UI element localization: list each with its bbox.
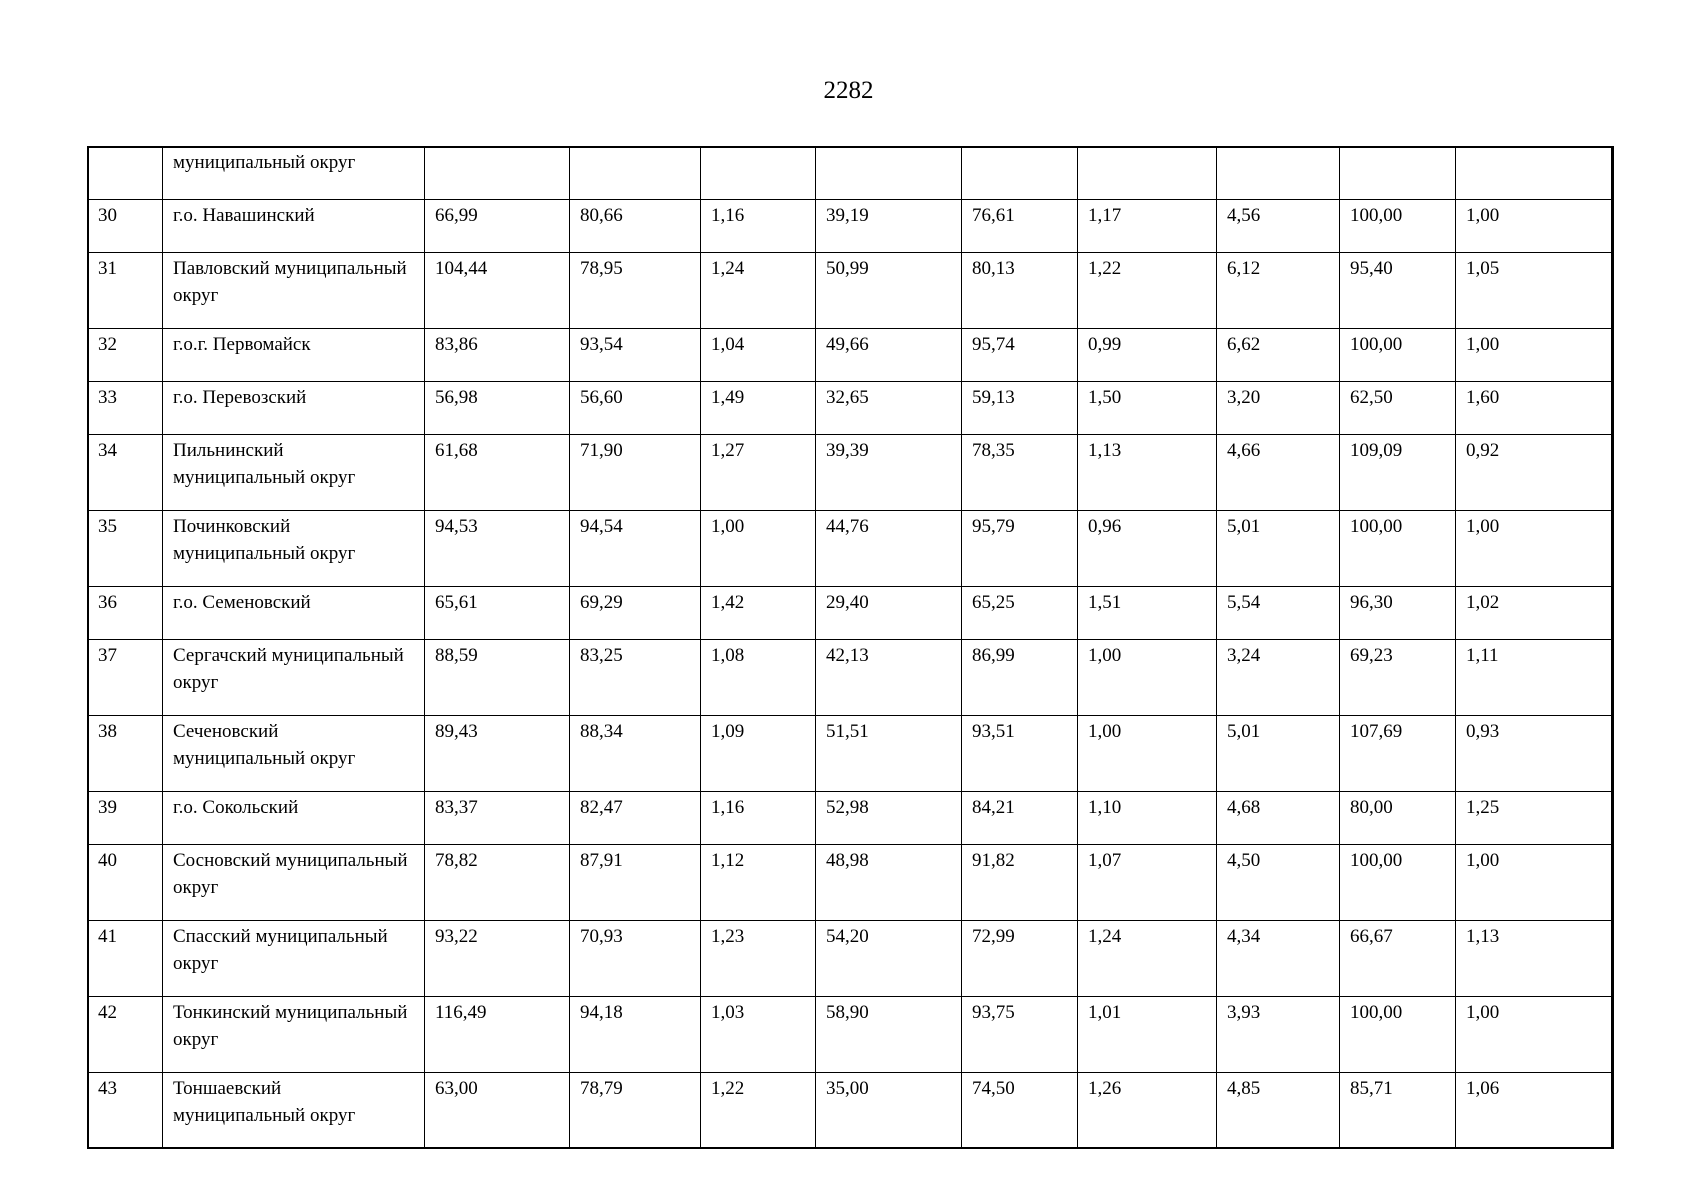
value-cell-col-3: 1,23 — [701, 921, 816, 997]
table-row — [88, 921, 1614, 997]
value-cell-col-7: 3,20 — [1217, 382, 1340, 435]
table-row — [88, 382, 1614, 435]
table-row — [88, 716, 1614, 792]
row-number-cell: 40 — [88, 845, 163, 921]
value-cell-col-6 — [1078, 147, 1217, 200]
table-row — [88, 253, 1614, 329]
page-number: 2282 — [823, 77, 874, 104]
value-cell-col-3: 1,16 — [701, 792, 816, 845]
value-cell-col-6: 1,50 — [1078, 382, 1217, 435]
district-name-cell: Тоншаевский муниципальный округ — [163, 1073, 425, 1149]
value-cell-col-4: 52,98 — [816, 792, 962, 845]
data-table — [87, 146, 1614, 1149]
table-row — [88, 200, 1614, 253]
value-cell-col-8 — [1340, 147, 1456, 200]
table-row — [88, 845, 1614, 921]
value-cell-col-2: 70,93 — [570, 921, 701, 997]
value-cell-col-9: 1,11 — [1456, 640, 1614, 716]
district-name-cell: Спасский муниципальный округ — [163, 921, 425, 997]
district-name-cell: г.о. Перевозский — [163, 382, 425, 435]
value-cell-col-8: 109,09 — [1340, 435, 1456, 511]
value-cell-col-2: 78,95 — [570, 253, 701, 329]
row-number-cell: 39 — [88, 792, 163, 845]
district-name-cell: Павловский муниципальный округ — [163, 253, 425, 329]
value-cell-col-6: 1,51 — [1078, 587, 1217, 640]
district-name-cell: Тонкинский муниципальный округ — [163, 997, 425, 1073]
value-cell-col-3: 1,27 — [701, 435, 816, 511]
value-cell-col-1: 94,53 — [425, 511, 570, 587]
value-cell-col-5: 80,13 — [962, 253, 1078, 329]
value-cell-col-3: 1,42 — [701, 587, 816, 640]
table-row — [88, 587, 1614, 640]
value-cell-col-7: 4,66 — [1217, 435, 1340, 511]
value-cell-col-7: 3,93 — [1217, 997, 1340, 1073]
value-cell-col-9: 0,92 — [1456, 435, 1614, 511]
value-cell-col-3: 1,12 — [701, 845, 816, 921]
value-cell-col-8: 100,00 — [1340, 200, 1456, 253]
value-cell-col-9 — [1456, 147, 1614, 200]
value-cell-col-2: 71,90 — [570, 435, 701, 511]
value-cell-col-8: 96,30 — [1340, 587, 1456, 640]
value-cell-col-7: 4,56 — [1217, 200, 1340, 253]
district-name-cell: Сергачский муниципальный округ — [163, 640, 425, 716]
district-name-cell: г.о. Сокольский — [163, 792, 425, 845]
value-cell-col-5: 95,79 — [962, 511, 1078, 587]
value-cell-col-7: 5,01 — [1217, 716, 1340, 792]
value-cell-col-1: 83,37 — [425, 792, 570, 845]
row-number-cell: 37 — [88, 640, 163, 716]
value-cell-col-2: 93,54 — [570, 329, 701, 382]
value-cell-col-3: 1,22 — [701, 1073, 816, 1149]
value-cell-col-7: 3,24 — [1217, 640, 1340, 716]
row-number-cell: 36 — [88, 587, 163, 640]
value-cell-col-1 — [425, 147, 570, 200]
value-cell-col-9: 1,05 — [1456, 253, 1614, 329]
row-number-cell: 41 — [88, 921, 163, 997]
value-cell-col-4: 35,00 — [816, 1073, 962, 1149]
value-cell-col-4: 50,99 — [816, 253, 962, 329]
value-cell-col-3: 1,08 — [701, 640, 816, 716]
row-number-cell: 31 — [88, 253, 163, 329]
value-cell-col-4: 42,13 — [816, 640, 962, 716]
value-cell-col-4: 54,20 — [816, 921, 962, 997]
table-row — [88, 147, 1614, 200]
value-cell-col-7: 4,68 — [1217, 792, 1340, 845]
value-cell-col-6: 1,07 — [1078, 845, 1217, 921]
value-cell-col-4: 39,19 — [816, 200, 962, 253]
row-number-cell: 30 — [88, 200, 163, 253]
value-cell-col-8: 69,23 — [1340, 640, 1456, 716]
value-cell-col-9: 1,60 — [1456, 382, 1614, 435]
value-cell-col-9: 1,00 — [1456, 997, 1614, 1073]
value-cell-col-6: 0,99 — [1078, 329, 1217, 382]
district-name-cell: Сосновский муниципальный округ — [163, 845, 425, 921]
row-number-cell: 34 — [88, 435, 163, 511]
value-cell-col-2 — [570, 147, 701, 200]
district-name-cell: г.о. Семеновский — [163, 587, 425, 640]
value-cell-col-8: 100,00 — [1340, 997, 1456, 1073]
value-cell-col-1: 61,68 — [425, 435, 570, 511]
value-cell-col-1: 63,00 — [425, 1073, 570, 1149]
district-name-cell: г.о. Навашинский — [163, 200, 425, 253]
row-number-cell: 38 — [88, 716, 163, 792]
value-cell-col-5 — [962, 147, 1078, 200]
value-cell-col-7: 4,50 — [1217, 845, 1340, 921]
value-cell-col-6: 1,22 — [1078, 253, 1217, 329]
value-cell-col-6: 1,01 — [1078, 997, 1217, 1073]
value-cell-col-5: 93,75 — [962, 997, 1078, 1073]
value-cell-col-2: 94,54 — [570, 511, 701, 587]
table-row — [88, 997, 1614, 1073]
value-cell-col-9: 1,00 — [1456, 200, 1614, 253]
value-cell-col-6: 1,10 — [1078, 792, 1217, 845]
value-cell-col-9: 1,00 — [1456, 329, 1614, 382]
value-cell-col-1: 78,82 — [425, 845, 570, 921]
value-cell-col-9: 1,02 — [1456, 587, 1614, 640]
value-cell-col-8: 66,67 — [1340, 921, 1456, 997]
district-name-cell: Сеченовский муниципальный округ — [163, 716, 425, 792]
value-cell-col-8: 85,71 — [1340, 1073, 1456, 1149]
value-cell-col-6: 1,26 — [1078, 1073, 1217, 1149]
value-cell-col-4: 29,40 — [816, 587, 962, 640]
value-cell-col-1: 116,49 — [425, 997, 570, 1073]
value-cell-col-3: 1,03 — [701, 997, 816, 1073]
value-cell-col-9: 1,06 — [1456, 1073, 1614, 1149]
value-cell-col-2: 88,34 — [570, 716, 701, 792]
value-cell-col-4 — [816, 147, 962, 200]
value-cell-col-7: 4,85 — [1217, 1073, 1340, 1149]
value-cell-col-8: 62,50 — [1340, 382, 1456, 435]
value-cell-col-7: 6,12 — [1217, 253, 1340, 329]
value-cell-col-1: 88,59 — [425, 640, 570, 716]
value-cell-col-8: 107,69 — [1340, 716, 1456, 792]
row-number-cell: 42 — [88, 997, 163, 1073]
value-cell-col-3: 1,09 — [701, 716, 816, 792]
value-cell-col-1: 66,99 — [425, 200, 570, 253]
value-cell-col-2: 56,60 — [570, 382, 701, 435]
value-cell-col-5: 86,99 — [962, 640, 1078, 716]
value-cell-col-5: 65,25 — [962, 587, 1078, 640]
value-cell-col-3: 1,00 — [701, 511, 816, 587]
value-cell-col-1: 89,43 — [425, 716, 570, 792]
value-cell-col-1: 65,61 — [425, 587, 570, 640]
value-cell-col-7: 5,01 — [1217, 511, 1340, 587]
row-number-cell: 32 — [88, 329, 163, 382]
value-cell-col-4: 49,66 — [816, 329, 962, 382]
value-cell-col-2: 83,25 — [570, 640, 701, 716]
table-row — [88, 329, 1614, 382]
value-cell-col-5: 78,35 — [962, 435, 1078, 511]
district-name-cell: г.о.г. Первомайск — [163, 329, 425, 382]
value-cell-col-2: 94,18 — [570, 997, 701, 1073]
value-cell-col-8: 95,40 — [1340, 253, 1456, 329]
value-cell-col-5: 76,61 — [962, 200, 1078, 253]
value-cell-col-6: 1,00 — [1078, 716, 1217, 792]
value-cell-col-8: 100,00 — [1340, 329, 1456, 382]
value-cell-col-6: 1,24 — [1078, 921, 1217, 997]
value-cell-col-5: 84,21 — [962, 792, 1078, 845]
value-cell-col-5: 93,51 — [962, 716, 1078, 792]
value-cell-col-2: 80,66 — [570, 200, 701, 253]
value-cell-col-8: 80,00 — [1340, 792, 1456, 845]
table-row — [88, 435, 1614, 511]
table-row — [88, 511, 1614, 587]
value-cell-col-9: 0,93 — [1456, 716, 1614, 792]
value-cell-col-3: 1,04 — [701, 329, 816, 382]
value-cell-col-1: 93,22 — [425, 921, 570, 997]
value-cell-col-9: 1,25 — [1456, 792, 1614, 845]
value-cell-col-1: 83,86 — [425, 329, 570, 382]
value-cell-col-3: 1,24 — [701, 253, 816, 329]
value-cell-col-2: 69,29 — [570, 587, 701, 640]
value-cell-col-4: 48,98 — [816, 845, 962, 921]
value-cell-col-5: 74,50 — [962, 1073, 1078, 1149]
row-number-cell — [88, 147, 163, 200]
value-cell-col-7 — [1217, 147, 1340, 200]
value-cell-col-4: 58,90 — [816, 997, 962, 1073]
value-cell-col-3 — [701, 147, 816, 200]
value-cell-col-8: 100,00 — [1340, 845, 1456, 921]
value-cell-col-7: 4,34 — [1217, 921, 1340, 997]
value-cell-col-4: 51,51 — [816, 716, 962, 792]
value-cell-col-5: 91,82 — [962, 845, 1078, 921]
value-cell-col-6: 1,17 — [1078, 200, 1217, 253]
value-cell-col-2: 82,47 — [570, 792, 701, 845]
value-cell-col-1: 56,98 — [425, 382, 570, 435]
value-cell-col-6: 1,00 — [1078, 640, 1217, 716]
value-cell-col-3: 1,49 — [701, 382, 816, 435]
value-cell-col-7: 6,62 — [1217, 329, 1340, 382]
table-row — [88, 640, 1614, 716]
value-cell-col-9: 1,00 — [1456, 511, 1614, 587]
value-cell-col-1: 104,44 — [425, 253, 570, 329]
value-cell-col-8: 100,00 — [1340, 511, 1456, 587]
value-cell-col-3: 1,16 — [701, 200, 816, 253]
value-cell-col-5: 95,74 — [962, 329, 1078, 382]
table-row — [88, 792, 1614, 845]
row-number-cell: 43 — [88, 1073, 163, 1149]
value-cell-col-5: 72,99 — [962, 921, 1078, 997]
value-cell-col-2: 78,79 — [570, 1073, 701, 1149]
value-cell-col-4: 39,39 — [816, 435, 962, 511]
row-number-cell: 33 — [88, 382, 163, 435]
row-number-cell: 35 — [88, 511, 163, 587]
value-cell-col-4: 44,76 — [816, 511, 962, 587]
district-name-cell: Пильнинский муниципальный округ — [163, 435, 425, 511]
district-name-cell: муниципальный округ — [163, 147, 425, 200]
value-cell-col-4: 32,65 — [816, 382, 962, 435]
value-cell-col-6: 0,96 — [1078, 511, 1217, 587]
value-cell-col-9: 1,13 — [1456, 921, 1614, 997]
value-cell-col-5: 59,13 — [962, 382, 1078, 435]
value-cell-col-2: 87,91 — [570, 845, 701, 921]
table-row — [88, 1073, 1614, 1149]
value-cell-col-6: 1,13 — [1078, 435, 1217, 511]
district-name-cell: Починковский муниципальный округ — [163, 511, 425, 587]
value-cell-col-9: 1,00 — [1456, 845, 1614, 921]
value-cell-col-7: 5,54 — [1217, 587, 1340, 640]
